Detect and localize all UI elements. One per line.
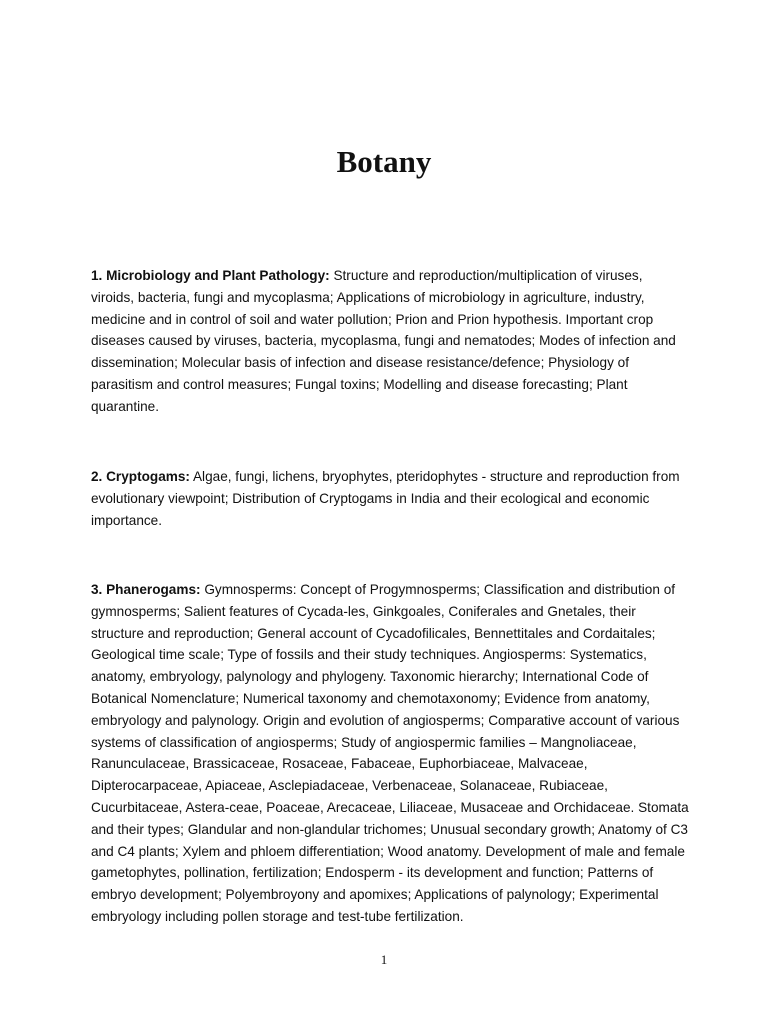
section-body: Algae, fungi, lichens, bryophytes, pteridophytes - structure and reproduction from evolutionary viewpoint; Distribution of Cryptogams in India and their ecological and economic importance. [91,469,680,528]
section-cryptogams [91,466,689,531]
section-microbiology [91,265,689,418]
section-heading: 3. Phanerogams: [91,582,201,597]
section-phanerogams [91,579,689,928]
section-body: Gymnosperms: Concept of Progymnosperms; Classification and distribution of gymnosperms; Salient features of Cycada-les, Ginkgoales, Coniferales and Gnetales, their structure and reproduction; General account of Cycadofilicales, Bennettitales and Cordaitales; Geological time scale; Type of fossils and their study techniques. Angiosperms: Systematics, anatomy, embryology, palynology and phylogeny. Taxonomic hierarchy; International Code of Botanical Nomenclature; Numerical taxonomy and chemotaxonomy; Evidence from anatomy, embryology and palynology. Origin and evolution of angiosperms; Comparative account of various systems of classification of angiosperms; Study of angiospermic families – Mangnoliaceae, Ranunculaceae, Brassicaceae, Rosaceae, Fabaceae, Euphorbiaceae, Malvaceae, Dipterocarpaceae, Apiaceae, Asclepiadaceae, Verbenaceae, Solanaceae, Rubiaceae, Cucurbitaceae, Astera-ceae, Poaceae, Arecaceae, Liliaceae, Musaceae and Orchidaceae. Stomata and their types; Glandular and non-glandular trichomes; Unusual secondary growth; Anatomy of C3 and C4 plants; Xylem and phloem differentiation; Wood anatomy. Development of male and female gametophytes, pollination, fertilization; Endosperm - its development and function; Patterns of embryo development; Polyembroyony and apomixes; Applications of palynology; Experimental embryology including pollen storage and test-tube fertilization. [91,582,689,924]
section-heading: 1. Microbiology and Plant Pathology: [91,268,330,283]
page-number: 1 [380,952,388,967]
section-body: Structure and reproduction/multiplication of viruses, viroids, bacteria, fungi and mycoplasma; Applications of microbiology in agriculture, industry, medicine and in control of soil and water pollution; Prion and Prion hypothesis. Important crop diseases caused by viruses, bacteria, mycoplasma, fungi and nematodes; Modes of infection and dissemination; Molecular basis of infection and disease resistance/defence; Physiology of parasitism and control measures; Fungal toxins; Modelling and disease forecasting; Plant quarantine. [91,268,676,414]
page-title: Botany [336,144,432,179]
section-heading: 2. Cryptogams: [91,469,190,484]
